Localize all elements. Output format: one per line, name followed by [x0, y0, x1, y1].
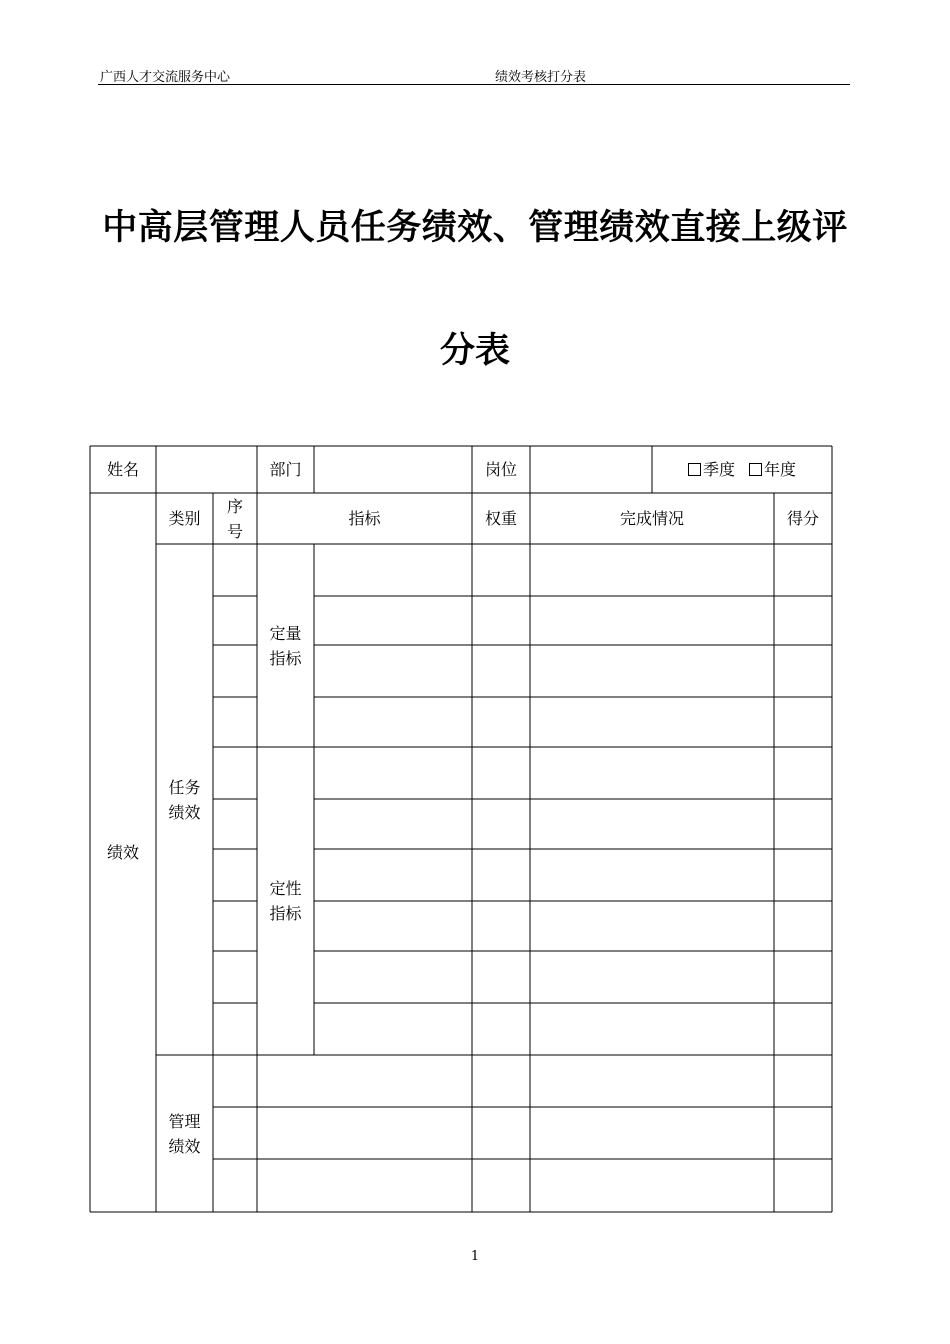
- subcategory-quantitative: 定量 指标: [269, 623, 302, 668]
- qualitative-row-4[interactable]: [314, 901, 832, 951]
- qualitative-row-1[interactable]: [314, 747, 832, 799]
- management-row-1[interactable]: [257, 1055, 832, 1107]
- period-options: [652, 446, 832, 493]
- header-doc-title: 绩效考核打分表: [495, 70, 587, 85]
- year-checkbox[interactable]: [749, 463, 762, 476]
- col-header-completion: 完成情况: [619, 509, 684, 528]
- page-title-line2: 分表: [439, 331, 510, 371]
- qualitative-row-2[interactable]: [314, 799, 832, 849]
- qualitative-row-3[interactable]: [314, 849, 832, 901]
- header-org: 广西人才交流服务中心: [100, 70, 231, 85]
- qualitative-row-5[interactable]: [314, 951, 832, 1003]
- year-option[interactable]: [749, 457, 796, 482]
- dept-input-cell[interactable]: [314, 446, 472, 493]
- col-header-seq: 序 号: [226, 496, 243, 541]
- year-label: 年度: [764, 460, 797, 479]
- header-rule: [98, 84, 850, 85]
- name-input-cell[interactable]: [156, 446, 257, 493]
- category-task-performance: 任务 绩效: [168, 777, 201, 822]
- quantitative-row-2[interactable]: [314, 596, 832, 645]
- quarter-option[interactable]: [688, 457, 735, 482]
- quantitative-row-3[interactable]: [314, 645, 832, 697]
- page-title-line1: 中高层管理人员任务绩效、管理绩效直接上级评: [102, 208, 848, 248]
- category-performance: 绩效: [106, 843, 139, 862]
- qualitative-row-6[interactable]: [314, 1003, 832, 1055]
- quarter-label: 季度: [702, 460, 735, 479]
- post-label: 岗位: [484, 460, 517, 479]
- col-header-weight: 权重: [484, 509, 517, 528]
- management-row-3[interactable]: [257, 1159, 832, 1212]
- post-input-cell[interactable]: [530, 446, 652, 493]
- subcategory-qualitative: 定性 指标: [269, 879, 302, 923]
- quantitative-row-4[interactable]: [314, 697, 832, 747]
- col-header-category: 类别: [168, 509, 201, 528]
- management-row-2[interactable]: [257, 1107, 832, 1159]
- category-management-performance: 管理 绩效: [168, 1111, 201, 1156]
- col-header-score: 得分: [786, 509, 819, 528]
- quarter-checkbox[interactable]: [688, 463, 701, 476]
- page-number: 1: [470, 1249, 480, 1264]
- col-header-indicator: 指标: [348, 509, 381, 528]
- quantitative-row-1[interactable]: [314, 544, 832, 596]
- dept-label: 部门: [269, 460, 302, 479]
- name-label: 姓名: [106, 460, 139, 479]
